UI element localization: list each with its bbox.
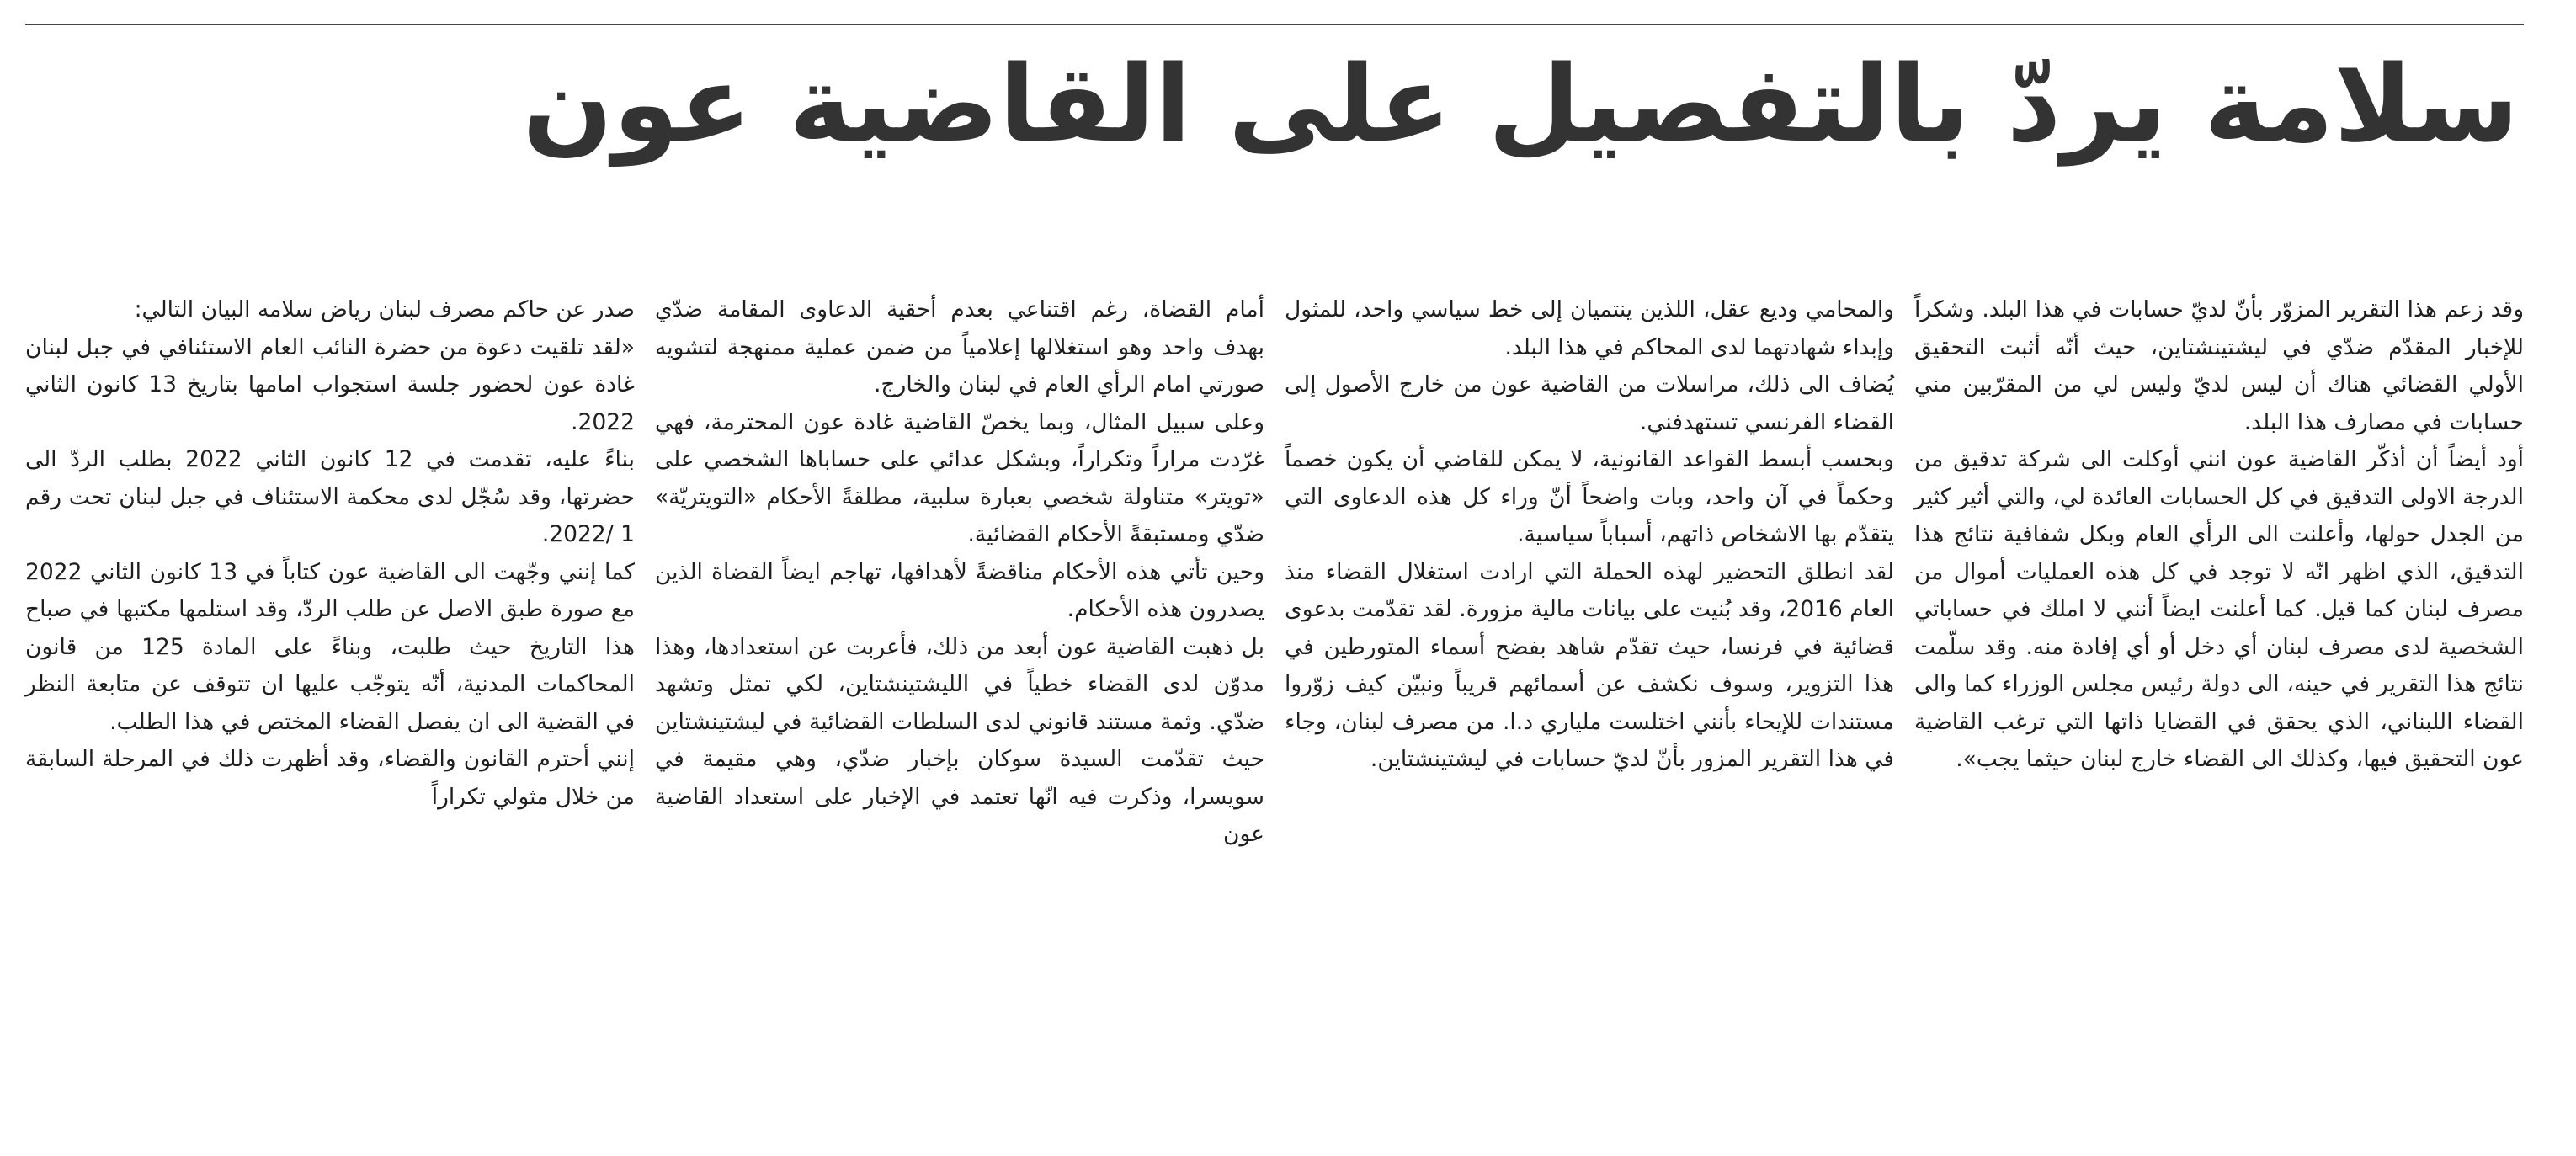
top-divider [25,24,2524,25]
column-1-text: صدر عن حاكم مصرف لبنان رياض سلامه البيان التالي: «لقد تلقيت دعوة من حضرة النائب العام الاستئنافي في جبل لبنان غادة عون لحضور جلسة استجواب امامها بتاريخ 13 كانون الثاني 2022. بناءً عليه، تقدمت في 12 كانون الثاني 2022 بطلب الردّ الى حضرتها، وقد سُجّل لدى محكمة الاستئناف في جبل لبنان تحت رقم 1 /2022. كما إنني وجّهت الى القاضية عون كتاباً في 13 كانون الثاني 2022 مع صورة طبق الاصل عن طلب الردّ، وقد استلمها مكتبها في صباح هذا التاريخ حيث طلبت، وبناءً على المادة 125 من قانون المحاكمات المدنية، أنّه يتوجّب عليها ان تتوقف عن متابعة النظر في القضية الى ان يفصل القضاء المختص في هذا الطلب. إنني أحترم القانون والقضاء، وقد أظهرت ذلك في المرحلة السابقة من خلال مثولي تكراراً [25,296,636,810]
article-column-3 [1285,291,1894,1133]
article-column-4 [1914,291,2524,1133]
column-4-text: وقد زعم هذا التقرير المزوّر بأنّ لديّ حسابات في هذا البلد. وشكراً للإخبار المقدّم ضدّي في ليشتينشتاين، حيث أنّه أثبت التحقيق الأولي القضائي هناك أن ليس لديّ وليس لي من المقرّبين مني حسابات في مصارف هذا البلد. أود أيضاً أن أذكّر القاضية عون انني أوكلت الى شركة تدقيق من الدرجة الاولى التدقيق في كل الحسابات العائدة لي، والتي أثير كثير من الجدل حولها، وأعلنت الى الرأي العام وبكل شفافية نتائج هذا التدقيق، الذي اظهر انّه لا توجد في كل هذه العمليات أموال من مصرف لبنان كما قيل. كما أعلنت ايضاً أنني لا املك في حساباتي الشخصية لدى مصرف لبنان أي دخل أو أي إفادة منه. وقد سلّمت نتائج هذا التقرير في حينه، الى دولة رئيس مجلس الوزراء كما والى القضاء اللبناني، الذي يحقق في القضايا ذاتها التي ترغب القاضية عون التحقيق فيها، وكذلك الى القضاء خارج لبنان حيثما يجب». [1914,296,2524,772]
article-headline: سلامة يردّ بالتفصيل على القاضية عون [522,42,2519,166]
article-body [25,291,2524,1133]
column-2-text: أمام القضاة، رغم اقتناعي بعدم أحقية الدعاوى المقامة ضدّي بهدف واحد وهو استغلالها إعلامياً من ضمن عملية ممنهجة لتشويه صورتي امام الرأي العام في لبنان والخارج. وعلى سبيل المثال، وبما يخصّ القاضية غادة عون المحترمة، فهي غرّدت مراراً وتكراراً، وبشكل عدائي على حساباها الشخصي على «تويتر» متناولة شخصي بعبارة سلبية، مطلقةً الأحكام «التويتريّة» ضدّي ومستبقةً الأحكام القضائية. وحين تأتي هذه الأحكام مناقضةً لأهدافها، تهاجم ايضاً القضاة الذين يصدرون هذه الأحكام. بل ذهبت القاضية عون أبعد من ذلك، فأعربت عن استعدادها، وهذا مدوّن لدى القضاء خطياً في الليشتينشتاين، لكي تمثل وتشهد ضدّي. وثمة مستند قانوني لدى السلطات القضائية في ليشتينشتاين حيث تقدّمت السيدة سوكان بإخبار ضدّي، وهي مقيمة في سويسرا، وذكرت فيه انّها تعتمد في الإخبار على استعداد القاضية عون [655,296,1264,847]
column-3-text: والمحامي وديع عقل، اللذين ينتميان إلى خط سياسي واحد، للمثول وإبداء شهادتهما لدى المحاكم في هذا البلد. يُضاف الى ذلك، مراسلات من القاضية عون من خارج الأصول إلى القضاء الفرنسي تستهدفني. وبحسب أبسط القواعد القانونية، لا يمكن للقاضي أن يكون خصماً وحكماً في آن واحد، وبات واضحاً أنّ وراء كل هذه الدعاوى التي يتقدّم بها الاشخاص ذاتهم، أسباباً سياسية. لقد انطلق التحضير لهذه الحملة التي ارادت استغلال القضاء منذ العام 2016، وقد بُنيت على بيانات مالية مزورة. لقد تقدّمت بدعوى قضائية في فرنسا، حيث تقدّم شاهد بفضح أسماء المتورطين في هذا التزوير، وسوف نكشف عن أسمائهم قريباً ونبيّن كيف زوّروا مستندات للإيحاء بأنني اختلست ملياري د.ا. من مصرف لبنان، وجاء في هذا التقرير المزور بأنّ لديّ حسابات في ليشتينشتاين. [1285,296,1894,772]
article-column-1 [25,291,635,1133]
article-column-2 [655,291,1264,1133]
